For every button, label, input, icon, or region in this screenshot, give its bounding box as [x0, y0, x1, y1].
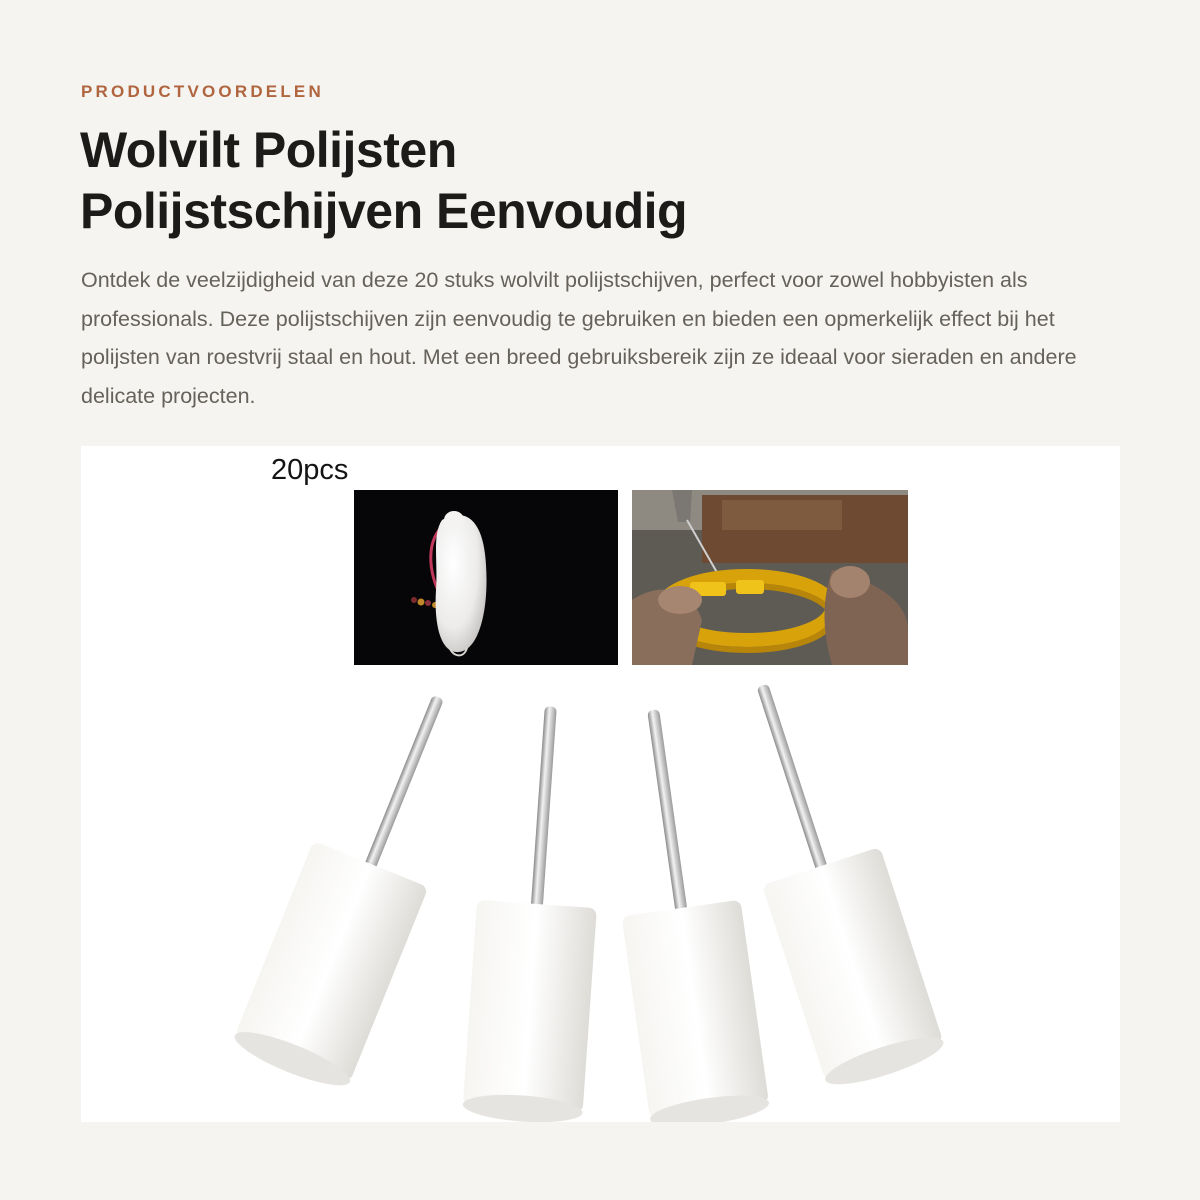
polishing-bits-group	[81, 446, 1120, 1122]
product-image	[81, 446, 1120, 1122]
section-title	[80, 120, 1120, 242]
quantity-label: 20pcs	[271, 454, 349, 486]
title-line-1: Wolvilt Polijsten	[80, 122, 457, 178]
section-description: Ontdek de veelzijdigheid van deze 20 stuks wolvilt polijstschijven, perfect voor zowel hobbyisten als professionals. Deze polijstschijven zijn eenvoudig te gebruiken en bieden een opmerkelijk effect bij het polijsten van roestvrij staal en hout. Met een breed gebruiksbereik zijn ze ideaal voor sieraden en andere delicate projecten.	[81, 268, 1077, 408]
wool-felt-polishing-bit-icon	[462, 702, 611, 1122]
wool-felt-polishing-bit-icon	[230, 674, 496, 1095]
wool-felt-polishing-bit-icon	[594, 702, 771, 1122]
title-line-2: Polijstschijven Eenvoudig	[80, 183, 688, 239]
eyebrow-label: PRODUCTVOORDELEN	[81, 82, 324, 101]
